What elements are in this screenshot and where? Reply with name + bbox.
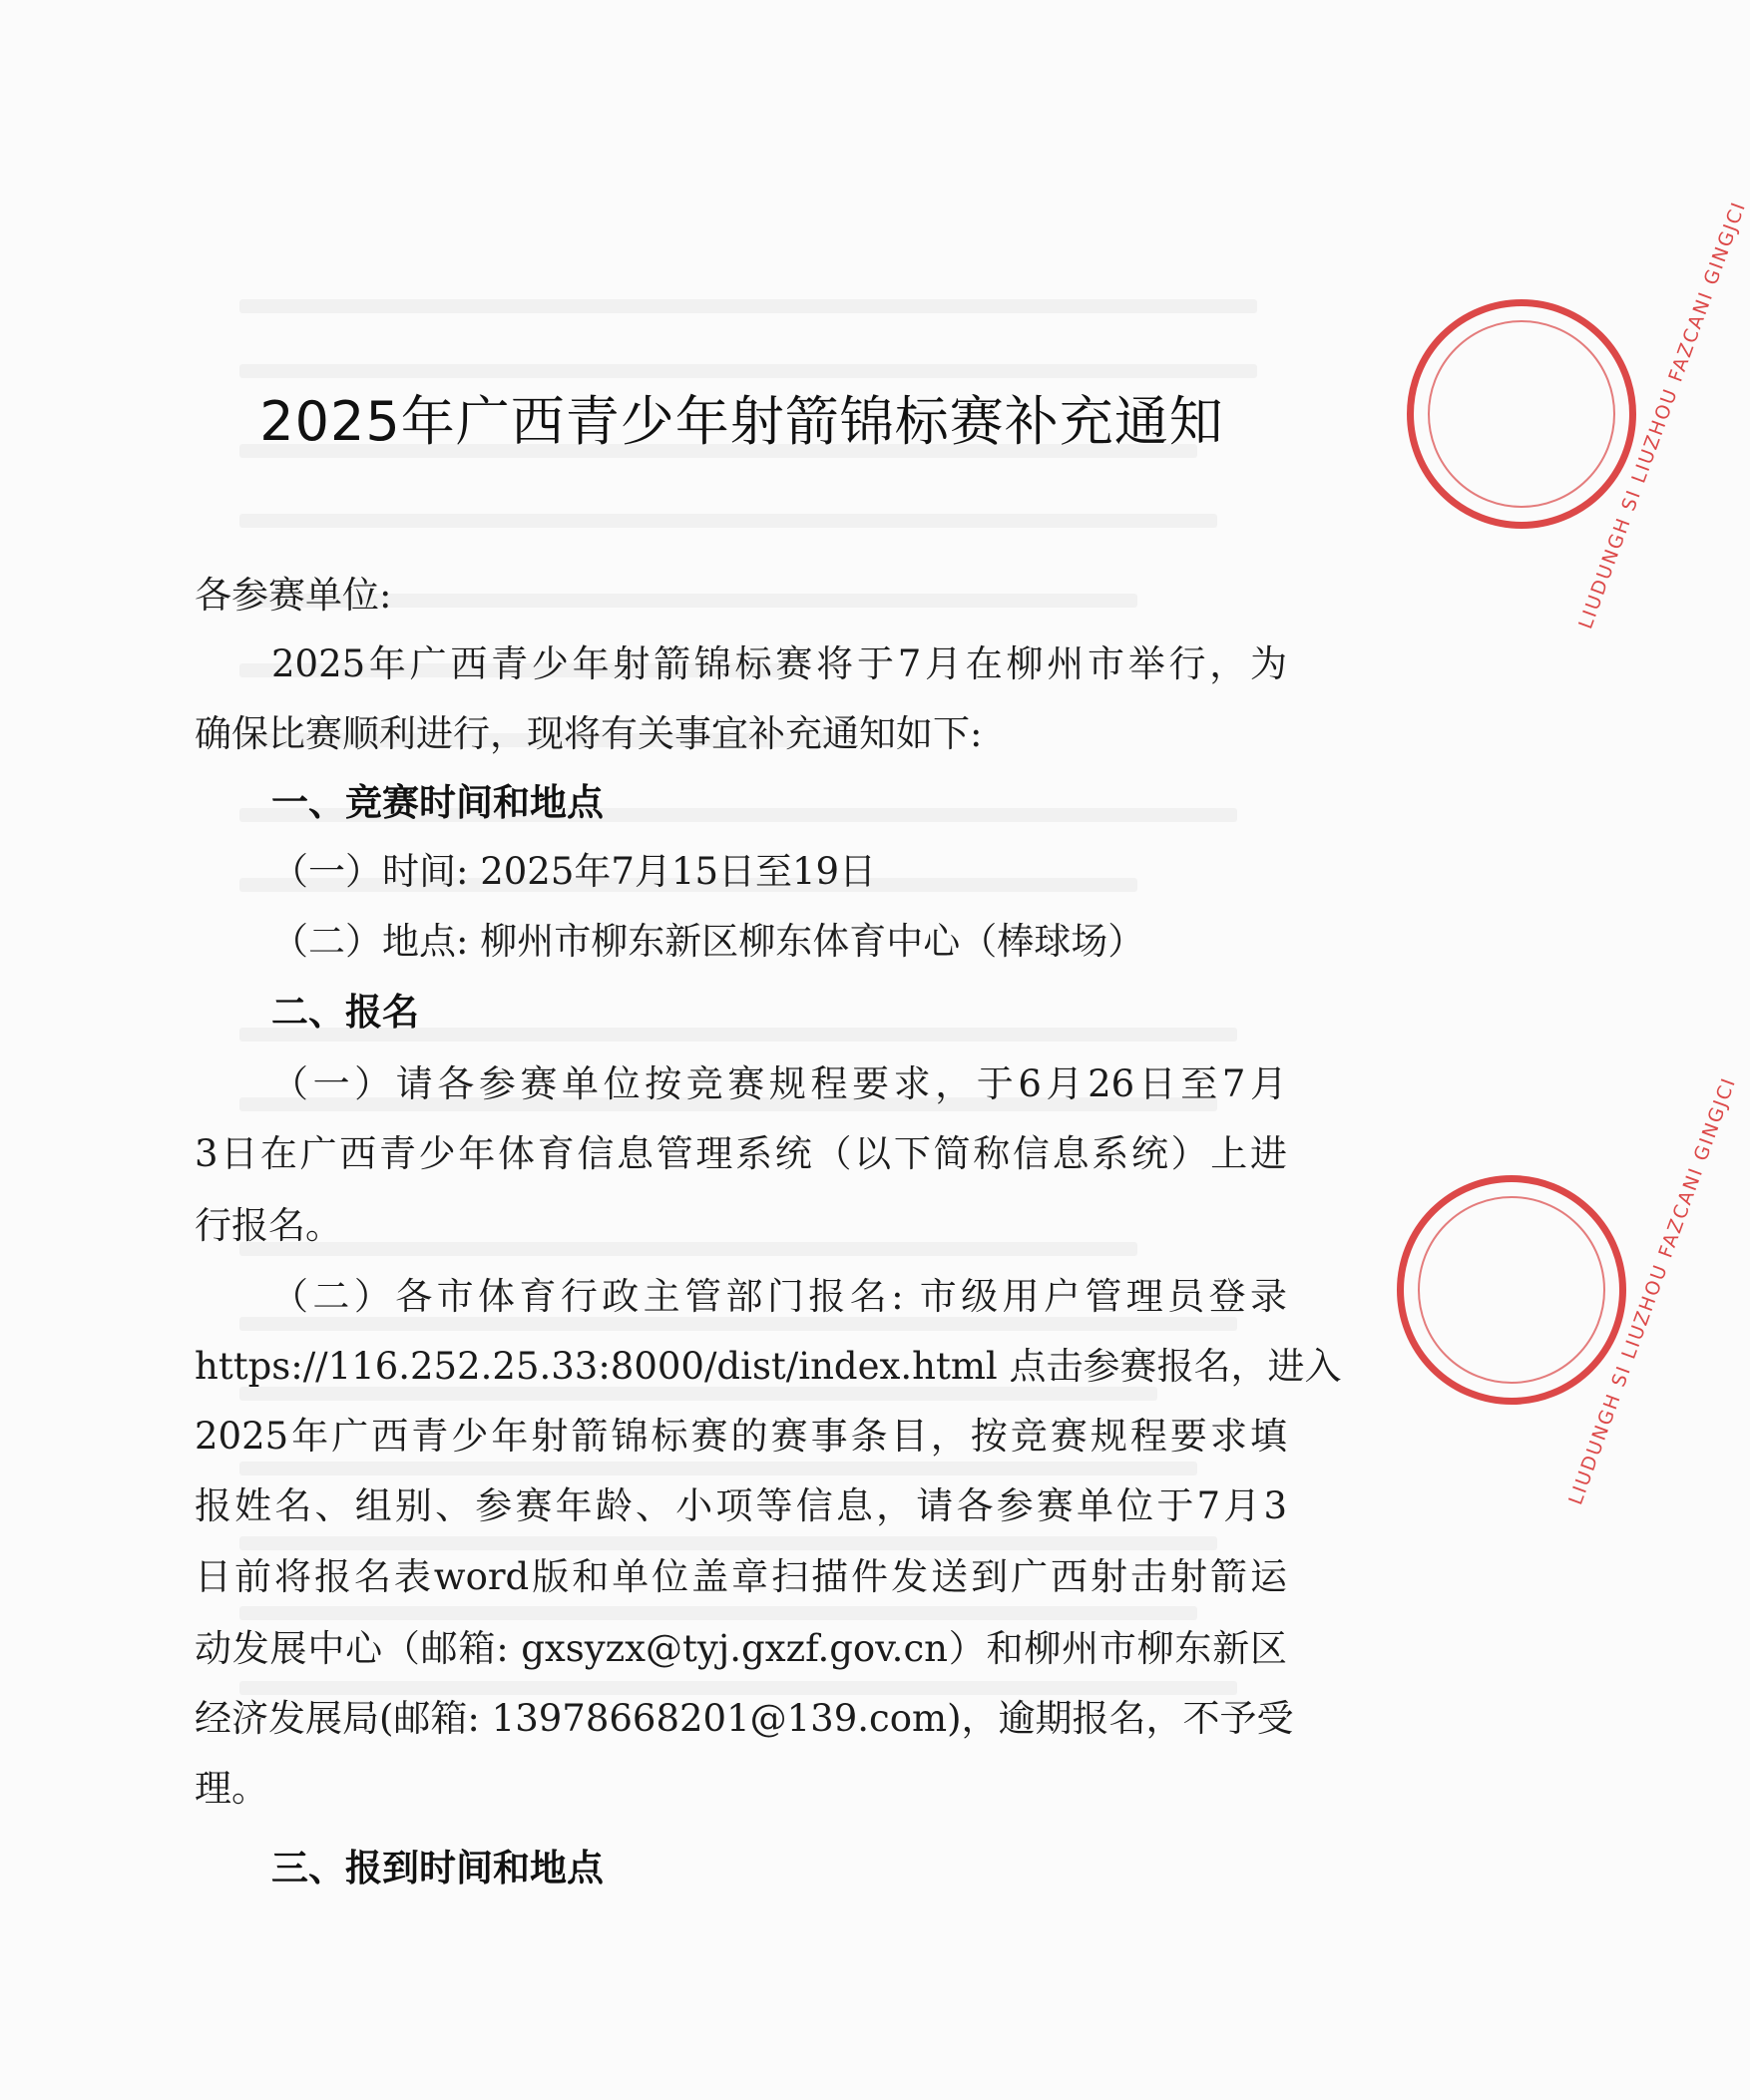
body-line: （二）各市体育行政主管部门报名: 市级用户管理员登录: [271, 1275, 1287, 1318]
body-line: 经济发展局(邮箱: 13978668201@139.com)，逾期报名，不予受: [195, 1697, 1294, 1740]
show-through: [239, 1536, 1217, 1550]
body-line: （一）请各参赛单位按竞赛规程要求，于6月26日至7月: [271, 1062, 1287, 1105]
body-line: 2025年广西青少年射箭锦标赛将于7月在柳州市举行，为: [271, 642, 1287, 685]
show-through: [239, 1242, 1137, 1256]
seal-text: LIUDUNGH SI LIUZHOU FAZCANI GINGJCI: [1574, 198, 1750, 632]
seal-text: LIUDUNGH SI LIUZHOU FAZCANI GINGJCI: [1564, 1073, 1741, 1508]
body-line: 动发展中心（邮箱: gxsyzx@tyj.gxzf.gov.cn）和柳州市柳东新区: [195, 1627, 1287, 1670]
body-line: https://116.252.25.33:8000/dist/index.html 点击参赛报名，进入: [195, 1345, 1342, 1388]
show-through: [239, 1462, 1197, 1475]
official-seal: [1407, 198, 1750, 632]
salutation: 各参赛单位:: [195, 574, 392, 617]
body-line: 日前将报名表word版和单位盖章扫描件发送到广西射击射箭运: [195, 1555, 1287, 1598]
show-through: [239, 1317, 1237, 1331]
section-heading: 三、报到时间和地点: [271, 1847, 604, 1890]
show-through: [239, 1387, 1157, 1401]
show-through: [239, 1681, 1237, 1695]
show-through: [239, 1606, 1197, 1620]
body-line: （二）地点: 柳州市柳东新区柳东体育中心（棒球场）: [271, 920, 1145, 963]
show-through: [239, 299, 1257, 313]
body-line: 理。: [195, 1767, 268, 1810]
body-line: 行报名。: [195, 1204, 342, 1247]
official-seal: [1397, 1073, 1741, 1508]
section-heading: 一、竞赛时间和地点: [271, 781, 604, 824]
body-line: 3日在广西青少年体育信息管理系统（以下简称信息系统）上进: [195, 1132, 1287, 1175]
body-line: 确保比赛顺利进行，现将有关事宜补充通知如下:: [195, 712, 983, 755]
body-line: （一）时间: 2025年7月15日至19日: [271, 850, 877, 893]
section-heading: 二、报名: [271, 991, 419, 1034]
show-through: [239, 514, 1217, 528]
show-through: [239, 364, 1257, 378]
body-line: 2025年广西青少年射箭锦标赛的赛事条目，按竞赛规程要求填: [195, 1415, 1287, 1458]
document-title: 2025年广西青少年射箭锦标赛补充通知: [259, 390, 1224, 453]
body-line: 报姓名、组别、参赛年龄、小项等信息，请各参赛单位于7月3: [195, 1484, 1287, 1527]
